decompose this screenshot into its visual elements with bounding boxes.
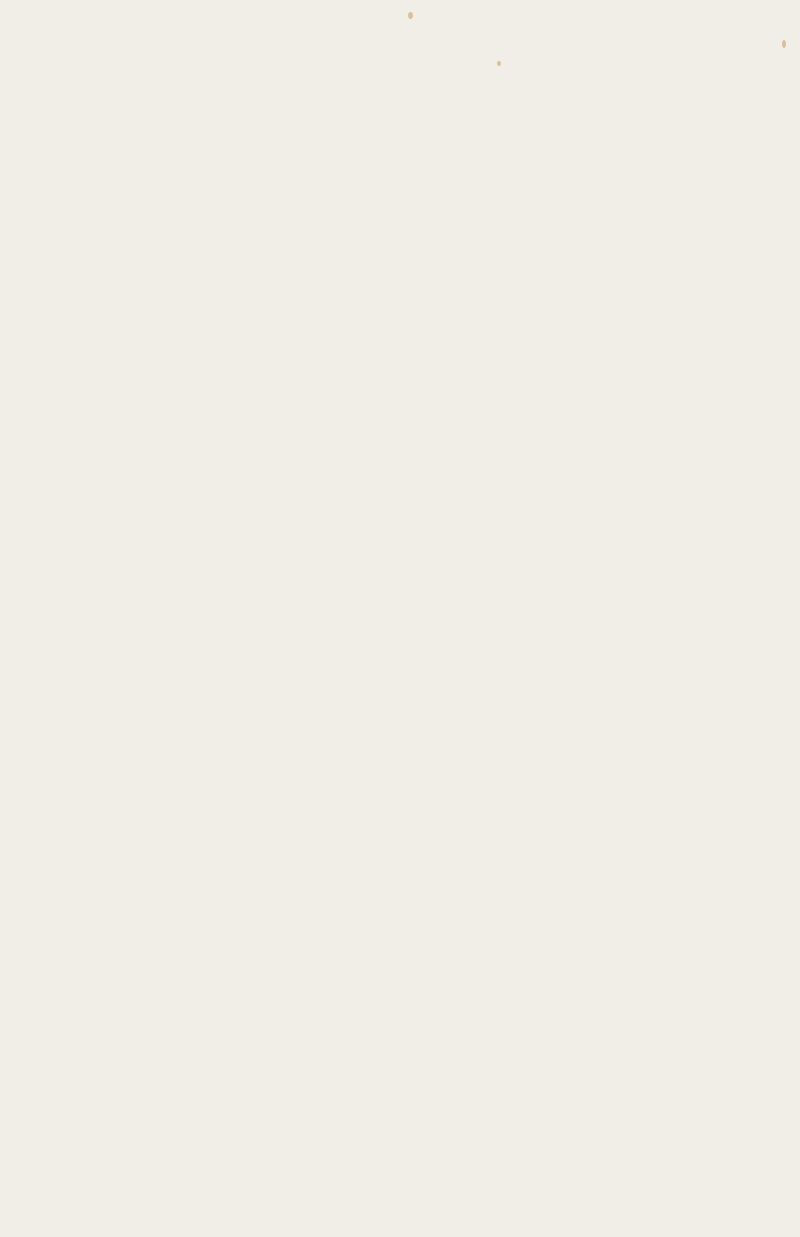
foxing-spot — [782, 40, 786, 48]
foxing-spot — [408, 12, 413, 19]
foxing-spot — [497, 61, 501, 66]
